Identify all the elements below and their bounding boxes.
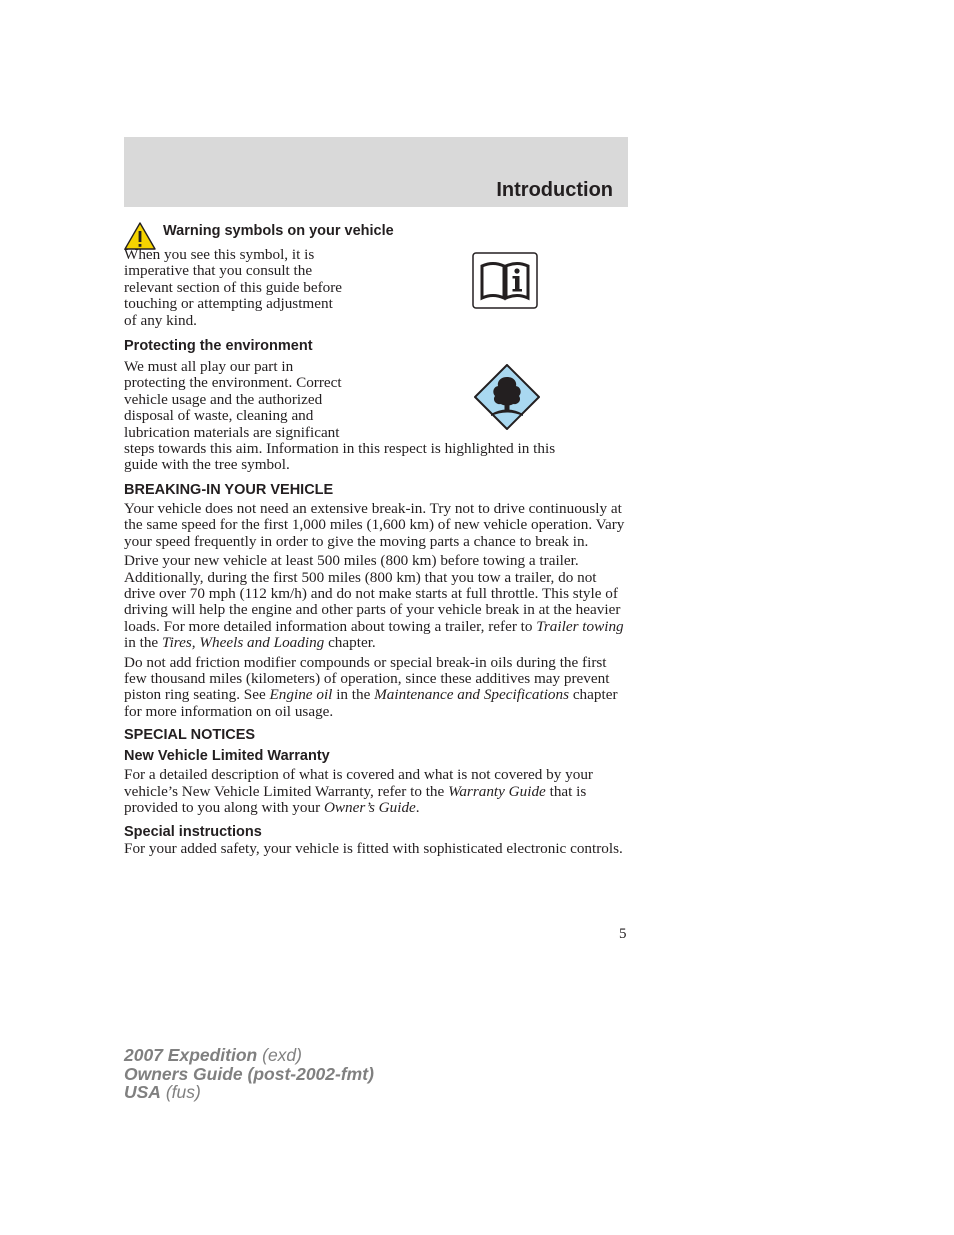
environment-heading: Protecting the environment [124,338,313,354]
environment-line: steps towards this aim. Information in this respect is highlighted in this [124,440,556,458]
footer-line-3 [124,1083,374,1102]
owner-guide-book-icon [472,252,538,309]
warning-line: imperative that you consult the [124,262,313,280]
text-run: chapter for more information on oil usage. [124,686,618,720]
warning-paragraph [124,247,342,329]
italic-reference: Maintenance and Specifications [374,686,570,704]
warranty-heading: New Vehicle Limited Warranty [124,748,330,765]
breaking-in-paragraph-2 [124,553,628,651]
warning-line: of any kind. [124,311,197,329]
environment-line: lubrication materials are significant [124,423,340,441]
environment-line: guide with the tree symbol. [124,456,290,474]
document-footer [124,1046,374,1102]
special-instructions-heading: Special instructions [124,823,262,840]
breaking-in-section [124,481,628,857]
page-number: 5 [619,926,627,942]
breaking-in-heading: BREAKING-IN YOUR VEHICLE [124,482,334,498]
special-instructions-paragraph: For your added safety, your vehicle is fitted with sophisticated electronic controls. [124,839,623,857]
breaking-in-paragraph-1: Your vehicle does not need an extensive break-in. Try not to drive continuously at the same speed for the first 1,000 miles (1,600 km) of new vehicle operation. Vary your speed frequently in order to give the moving parts a chance to break in. [124,500,625,550]
italic-reference: Trailer towing [536,617,624,635]
footer-model-code: (exd) [257,1045,302,1065]
warning-line: relevant section of this guide before [124,278,343,296]
warranty-paragraph [124,767,628,816]
text-run: . [415,799,420,817]
footer-market: USA [124,1082,161,1102]
environment-line: disposal of waste, cleaning and [124,407,314,425]
footer-market-code: (fus) [160,1082,201,1102]
italic-reference: Engine oil [269,686,333,704]
environment-line: vehicle usage and the authorized [124,390,323,408]
section-header-band [124,137,628,207]
footer-model: 2007 Expedition [124,1045,258,1065]
special-notices-heading: SPECIAL NOTICES [124,727,256,744]
environment-tree-icon [474,364,540,430]
italic-reference: Tires, Wheels and Loading [161,634,325,652]
warning-heading: Warning symbols on your vehicle [163,223,394,239]
warning-line: When you see this symbol, it is [124,246,315,263]
text-run: chapter. [324,634,376,652]
environment-line: protecting the environment. Correct [124,374,342,392]
text-run: Drive your new vehicle at least 500 miles (800 km) before towing a trailer. Additionally, during the first 500 miles (800 km) that you tow a trailer, do not drive over 70 mph (112 km/h) and do not make starts at full throttle. This style of driving will help the engine and other parts of your vehicle break in at the heavier loads. For more detailed information about towing a trailer, refer to [124,552,621,635]
footer-line-1 [124,1046,374,1065]
footer-line-2 [124,1065,374,1084]
text-run: Do not add friction modifier compounds or special break-in oils during the first few thousand miles (kilometers) of operation, since these additives may prevent piston ring seating. See [124,653,610,704]
text-run: that is provided to you along with your [124,782,587,817]
text-run: in the [332,686,375,704]
text-run: For a detailed description of what is covered and what is not covered by your vehicle’s New Vehicle Limited Warranty, refer to the [124,766,593,800]
warning-line: touching or attempting adjustment [124,295,333,313]
environment-line: We must all play our part in [124,358,294,375]
text-run: in the [124,634,162,652]
section-title: Introduction [496,179,613,201]
italic-reference: Warranty Guide [448,782,546,800]
footer-guide: Owners Guide (post-2002-fmt) [124,1063,374,1084]
breaking-in-paragraph-3 [124,655,628,721]
italic-reference: Owner’s Guide [323,799,416,817]
